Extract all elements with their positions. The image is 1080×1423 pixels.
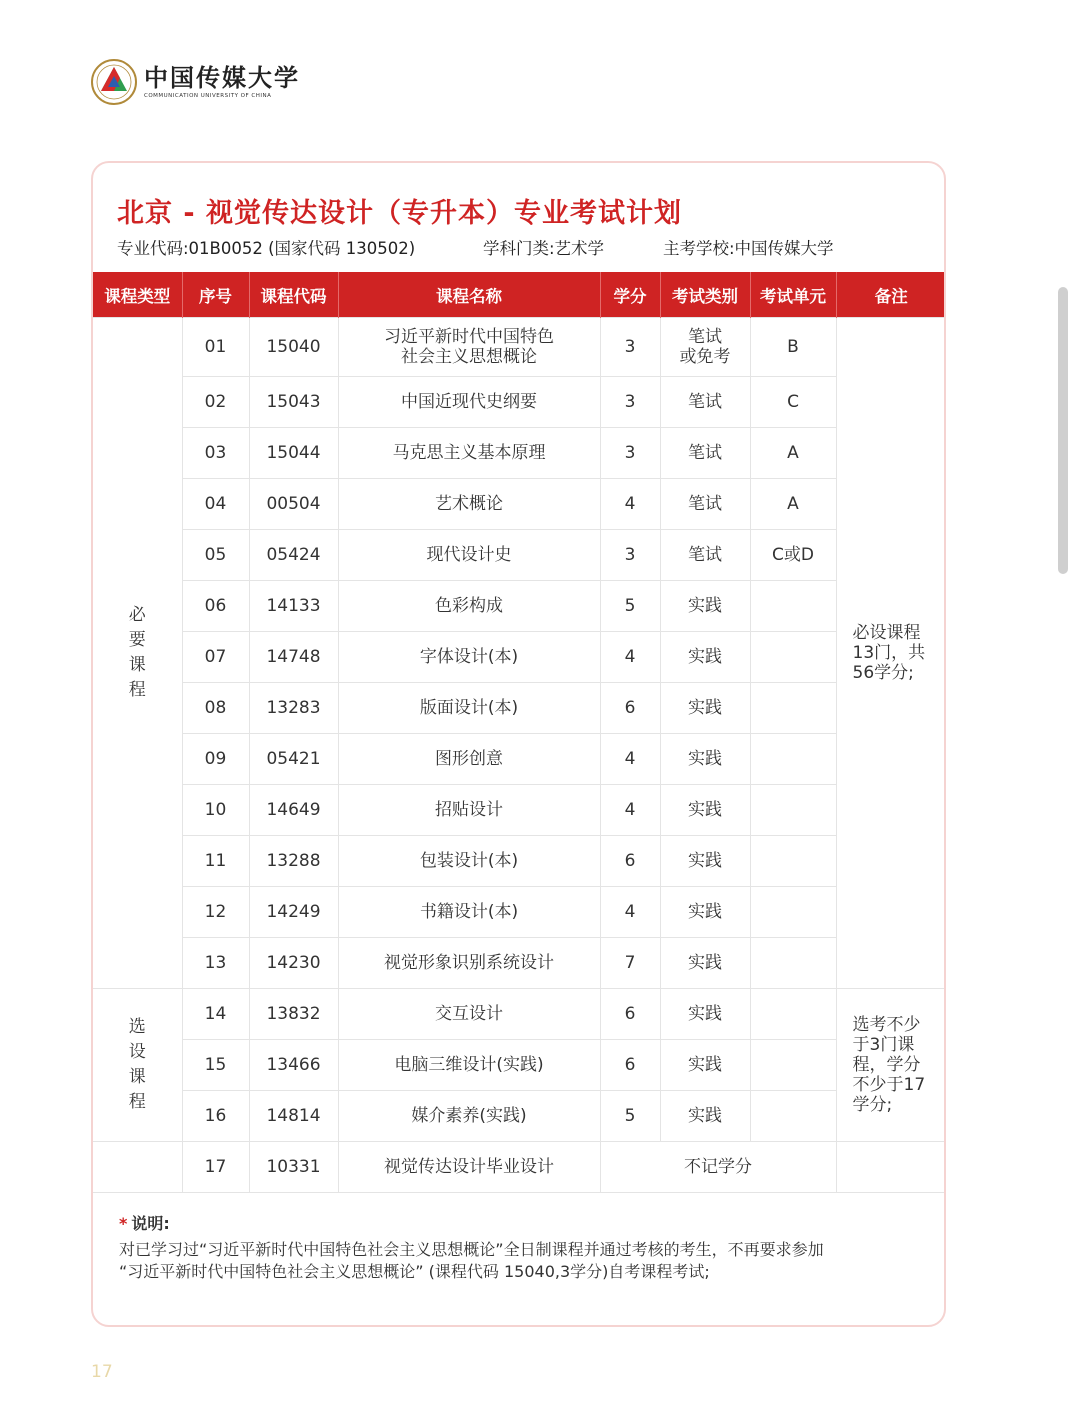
exam-unit [750, 836, 836, 887]
header-remarks: 备注 [836, 272, 946, 318]
exam-unit [750, 683, 836, 734]
discipline: 学科门类:艺术学 [483, 239, 605, 258]
credit: 3 [600, 318, 660, 377]
logo-chinese-name: 中国传媒大学 [144, 63, 300, 92]
row-number: 09 [182, 734, 249, 785]
table-row [93, 989, 946, 1040]
exam-type: 笔试 [660, 377, 750, 428]
major-code: 专业代码:01B0052 (国家代码 130502) [117, 239, 416, 258]
credit: 3 [600, 377, 660, 428]
exam-unit [750, 1040, 836, 1091]
course-name: 书籍设计(本) [338, 887, 600, 938]
exam-unit: A [750, 428, 836, 479]
credit: 6 [600, 683, 660, 734]
exam-type: 实践 [660, 938, 750, 989]
header-course-name: 课程名称 [338, 272, 600, 318]
explanation-body: 对已学习过“习近平新时代中国特色社会主义思想概论”全日制课程并通过考核的考生，不再要求参加 “习近平新时代中国特色社会主义思想概论” (课程代码 15040,3学分)自考课程考试; [119, 1240, 824, 1281]
note-empty [836, 1142, 946, 1193]
row-number: 04 [182, 479, 249, 530]
scrollbar[interactable] [1058, 287, 1068, 574]
credit: 3 [600, 530, 660, 581]
explanation-heading [119, 1211, 170, 1234]
exam-unit [750, 1091, 836, 1142]
course-name: 现代设计史 [338, 530, 600, 581]
row-number: 16 [182, 1091, 249, 1142]
explanation-label: 说明: [131, 1214, 170, 1233]
exam-plan-card [91, 161, 946, 1327]
credit: 4 [600, 734, 660, 785]
course-name: 习近平新时代中国特色 社会主义思想概论 [338, 318, 600, 377]
exam-type: 实践 [660, 632, 750, 683]
row-number: 06 [182, 581, 249, 632]
university-emblem-icon [90, 58, 138, 106]
course-code: 14814 [249, 1091, 338, 1142]
credit: 4 [600, 785, 660, 836]
course-code: 13466 [249, 1040, 338, 1091]
exam-unit: B [750, 318, 836, 377]
header-exam-type: 考试类别 [660, 272, 750, 318]
table-row [93, 632, 946, 683]
exam-type: 实践 [660, 887, 750, 938]
exam-type: 实践 [660, 836, 750, 887]
table-row [93, 1091, 946, 1142]
note-elective: 选考不少 于3门课 程，学分 不少于17 学分; [836, 989, 946, 1142]
exam-type: 笔试 [660, 428, 750, 479]
table-row [93, 377, 946, 428]
credit: 4 [600, 479, 660, 530]
course-name: 包装设计(本) [338, 836, 600, 887]
no-credit-label: 不记学分 [600, 1142, 836, 1193]
course-name: 马克思主义基本原理 [338, 428, 600, 479]
exam-type: 实践 [660, 683, 750, 734]
course-name: 招贴设计 [338, 785, 600, 836]
table-row [93, 1040, 946, 1091]
table-row [93, 683, 946, 734]
row-number: 15 [182, 1040, 249, 1091]
course-code: 05421 [249, 734, 338, 785]
table-row [93, 428, 946, 479]
header-number: 序号 [182, 272, 249, 318]
course-code: 14133 [249, 581, 338, 632]
exam-type: 实践 [660, 989, 750, 1040]
header-course-code: 课程代码 [249, 272, 338, 318]
credit: 6 [600, 836, 660, 887]
table-row [93, 785, 946, 836]
row-number: 03 [182, 428, 249, 479]
exam-type: 笔试 [660, 530, 750, 581]
group-empty [93, 1142, 182, 1193]
exam-unit [750, 785, 836, 836]
course-code: 10331 [249, 1142, 338, 1193]
exam-plan-table [93, 272, 946, 1193]
course-name: 图形创意 [338, 734, 600, 785]
course-code: 14748 [249, 632, 338, 683]
header-course-type: 课程类型 [93, 272, 182, 318]
exam-unit [750, 734, 836, 785]
exam-unit [750, 632, 836, 683]
table-row [93, 318, 946, 377]
asterisk-icon: * [119, 1214, 128, 1233]
credit: 5 [600, 1091, 660, 1142]
university-logo [90, 58, 300, 106]
course-name: 艺术概论 [338, 479, 600, 530]
page-number: 17 [91, 1362, 113, 1382]
course-name: 字体设计(本) [338, 632, 600, 683]
row-number: 12 [182, 887, 249, 938]
credit: 6 [600, 989, 660, 1040]
row-number: 10 [182, 785, 249, 836]
table-row [93, 836, 946, 887]
course-code: 15043 [249, 377, 338, 428]
exam-type: 实践 [660, 785, 750, 836]
table-row [93, 1142, 946, 1193]
course-name: 视觉传达设计毕业设计 [338, 1142, 600, 1193]
credit: 4 [600, 632, 660, 683]
course-code: 00504 [249, 479, 338, 530]
credit: 7 [600, 938, 660, 989]
table-row [93, 938, 946, 989]
header-credit: 学分 [600, 272, 660, 318]
course-code: 13288 [249, 836, 338, 887]
exam-type: 实践 [660, 581, 750, 632]
table-row [93, 581, 946, 632]
row-number: 01 [182, 318, 249, 377]
credit: 3 [600, 428, 660, 479]
exam-unit: A [750, 479, 836, 530]
table-header-row [93, 272, 946, 318]
exam-unit [750, 938, 836, 989]
exam-type: 笔试 或免考 [660, 318, 750, 377]
course-code: 14249 [249, 887, 338, 938]
credit: 5 [600, 581, 660, 632]
row-number: 08 [182, 683, 249, 734]
row-number: 11 [182, 836, 249, 887]
logo-english-name: COMMUNICATION UNIVERSITY OF CHINA [144, 93, 272, 99]
page-title: 北京 - 视觉传达设计（专升本）专业考试计划 [117, 198, 683, 229]
course-code: 14649 [249, 785, 338, 836]
note-required: 必设课程 13门，共 56学分; [836, 318, 946, 989]
course-code: 05424 [249, 530, 338, 581]
course-code: 13832 [249, 989, 338, 1040]
header-exam-unit: 考试单元 [750, 272, 836, 318]
course-code: 15040 [249, 318, 338, 377]
row-number: 05 [182, 530, 249, 581]
exam-unit: C或D [750, 530, 836, 581]
course-code: 15044 [249, 428, 338, 479]
group-required-label: 必要课程 [128, 605, 146, 700]
group-required [93, 318, 182, 989]
table-row [93, 479, 946, 530]
group-elective-label: 选设课程 [128, 1017, 146, 1112]
credit: 6 [600, 1040, 660, 1091]
course-name: 电脑三维设计(实践) [338, 1040, 600, 1091]
course-name: 中国近现代史纲要 [338, 377, 600, 428]
credit: 4 [600, 887, 660, 938]
exam-type: 笔试 [660, 479, 750, 530]
course-code: 13283 [249, 683, 338, 734]
group-elective [93, 989, 182, 1142]
row-number: 02 [182, 377, 249, 428]
table-row [93, 887, 946, 938]
row-number: 17 [182, 1142, 249, 1193]
table-row [93, 530, 946, 581]
course-name: 视觉形象识别系统设计 [338, 938, 600, 989]
row-number: 13 [182, 938, 249, 989]
exam-type: 实践 [660, 1091, 750, 1142]
host-school: 主考学校:中国传媒大学 [663, 239, 834, 258]
row-number: 14 [182, 989, 249, 1040]
table-row [93, 734, 946, 785]
exam-type: 实践 [660, 1040, 750, 1091]
exam-unit [750, 989, 836, 1040]
course-code: 14230 [249, 938, 338, 989]
exam-unit [750, 887, 836, 938]
course-name: 媒介素养(实践) [338, 1091, 600, 1142]
exam-unit [750, 581, 836, 632]
row-number: 07 [182, 632, 249, 683]
course-name: 色彩构成 [338, 581, 600, 632]
exam-unit: C [750, 377, 836, 428]
exam-type: 实践 [660, 734, 750, 785]
course-name: 交互设计 [338, 989, 600, 1040]
course-name: 版面设计(本) [338, 683, 600, 734]
